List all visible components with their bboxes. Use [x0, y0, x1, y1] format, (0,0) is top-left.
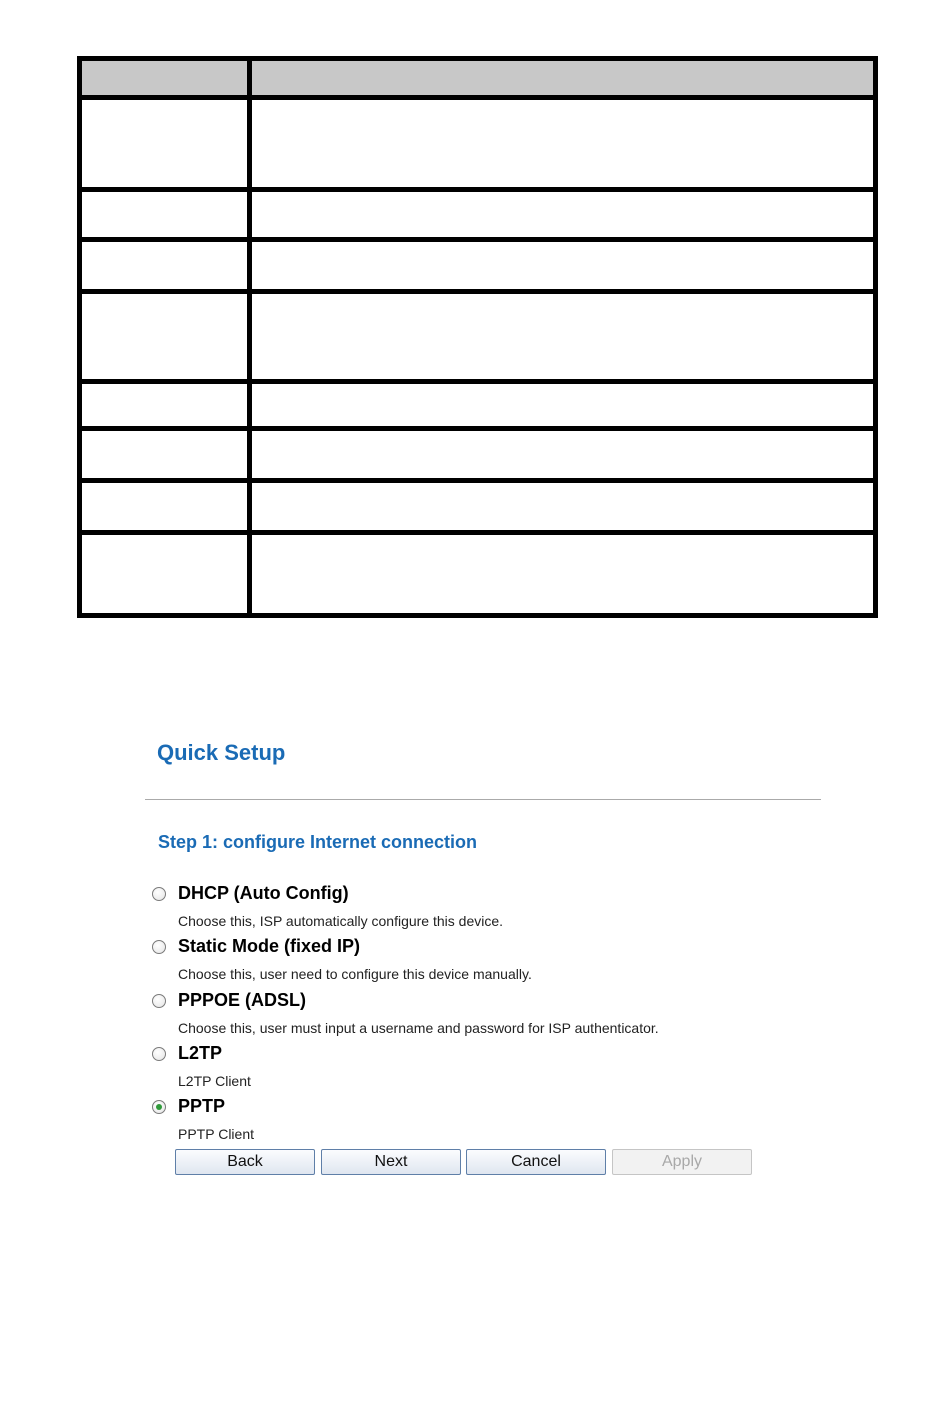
radio-static[interactable]: [152, 940, 166, 954]
radio-pptp[interactable]: [152, 1100, 166, 1114]
table-row: [80, 429, 876, 481]
back-button[interactable]: Back: [175, 1149, 315, 1175]
table-cell: [80, 533, 250, 616]
table-cell: [80, 98, 250, 190]
option-static-description: Choose this, user need to configure this device manually.: [178, 966, 532, 982]
table-row: [80, 240, 876, 292]
step-title: Step 1: configure Internet connection: [158, 832, 478, 852]
option-pppoe-label[interactable]: PPPOE (ADSL): [178, 990, 307, 1010]
table-row: [80, 292, 876, 382]
page-title: Quick Setup: [157, 740, 286, 765]
option-dhcp: [152, 883, 792, 935]
option-l2tp-description: L2TP Client: [178, 1073, 251, 1089]
table-row: [80, 190, 876, 240]
table-cell: [250, 481, 876, 533]
table-row: [80, 533, 876, 616]
option-pptp-description: PPTP Client: [178, 1126, 254, 1142]
description-table: [77, 56, 878, 618]
table-cell: [250, 98, 876, 190]
table-header-cell: [80, 59, 250, 98]
radio-pppoe[interactable]: [152, 994, 166, 1008]
option-dhcp-description: Choose this, ISP automatically configure this device.: [178, 913, 504, 929]
radio-l2tp[interactable]: [152, 1047, 166, 1061]
table-header-row: [80, 59, 876, 98]
option-pppoe-description: Choose this, user must input a username and password for ISP authenticator.: [178, 1020, 659, 1036]
option-l2tp-label[interactable]: L2TP: [178, 1043, 223, 1063]
table-row: [80, 481, 876, 533]
table-cell: [80, 382, 250, 429]
option-dhcp-label[interactable]: DHCP (Auto Config): [178, 883, 349, 903]
option-static: [152, 936, 792, 988]
table-row: [80, 382, 876, 429]
title-divider: [145, 799, 821, 800]
table-cell: [80, 240, 250, 292]
table-cell: [250, 240, 876, 292]
radio-dhcp[interactable]: [152, 887, 166, 901]
option-pptp-label[interactable]: PPTP: [178, 1096, 226, 1116]
table-cell: [250, 429, 876, 481]
table-cell: [250, 190, 876, 240]
option-pppoe: [152, 990, 792, 1042]
next-button[interactable]: Next: [321, 1149, 461, 1175]
cancel-button[interactable]: Cancel: [466, 1149, 606, 1175]
table-row: [80, 98, 876, 190]
table-cell: [250, 533, 876, 616]
table-cell: [80, 429, 250, 481]
table-cell: [250, 382, 876, 429]
option-static-label[interactable]: Static Mode (fixed IP): [178, 936, 361, 956]
table-header-cell: [250, 59, 876, 98]
option-l2tp: [152, 1043, 792, 1095]
option-pptp: [152, 1096, 792, 1148]
table-cell: [80, 292, 250, 382]
table-cell: [250, 292, 876, 382]
table-cell: [80, 190, 250, 240]
table-cell: [80, 481, 250, 533]
apply-button[interactable]: Apply: [612, 1149, 752, 1175]
